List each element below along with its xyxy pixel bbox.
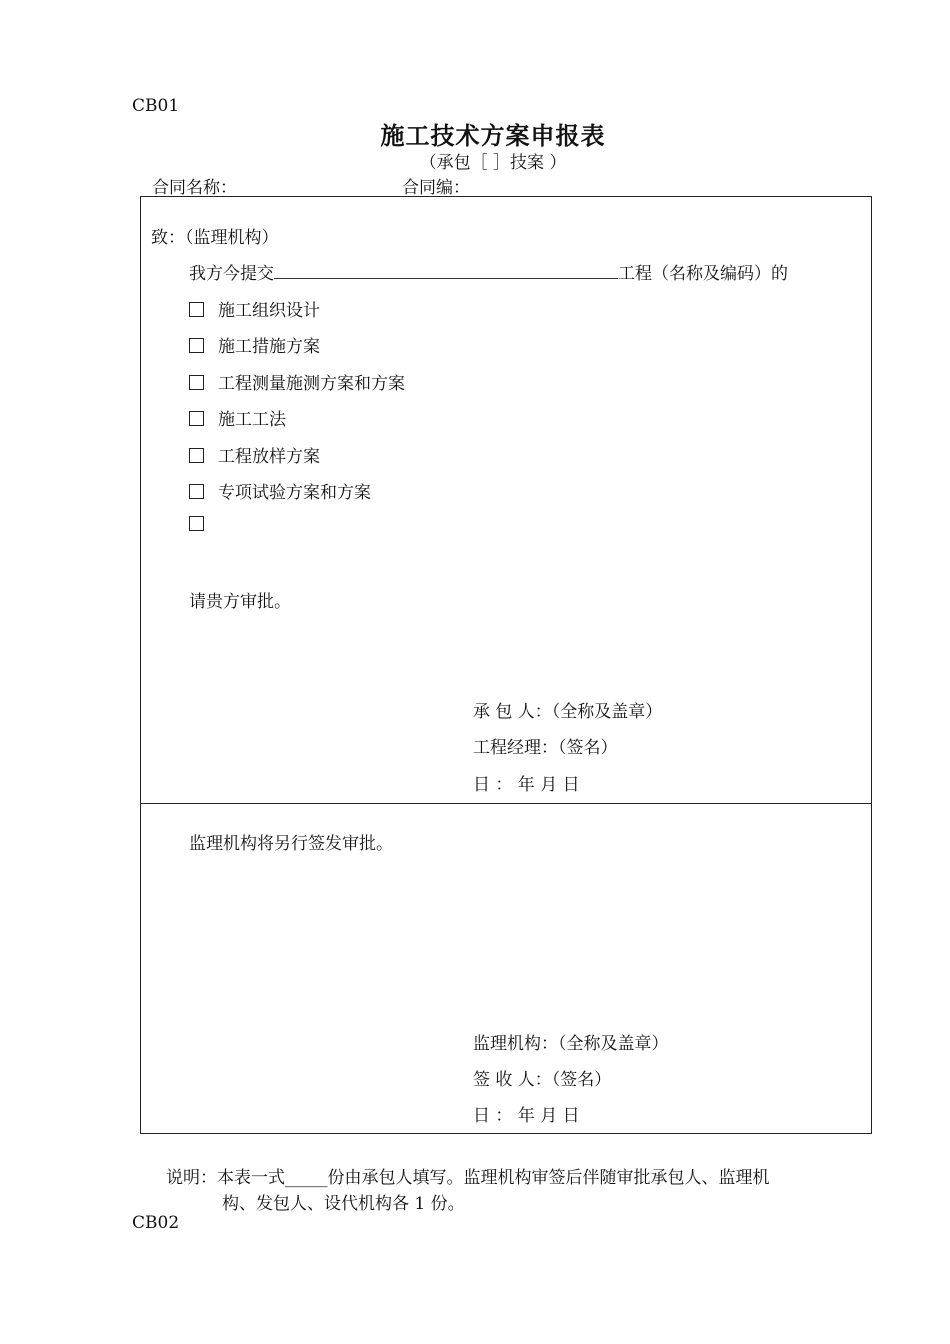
option-label: 专项试验方案和方案 bbox=[218, 483, 371, 503]
option-label: 施工组织设计 bbox=[218, 301, 320, 321]
contract-name-label: 合同名称： bbox=[152, 178, 237, 198]
option-label: 施工工法 bbox=[218, 410, 286, 430]
contractor-signature: 承 包 人：（全称及盖章） bbox=[473, 702, 663, 722]
submission-prefix: 我方今提交 bbox=[189, 264, 274, 284]
addressee-line: 致：（监理机构） bbox=[151, 228, 279, 248]
checkbox[interactable] bbox=[189, 375, 204, 390]
footer-note-line1: 说明：本表一式_____份由承包人填写。监理机构审签后伴随审批承包人、监理机 bbox=[166, 1168, 770, 1188]
option-item bbox=[189, 515, 218, 535]
option-item bbox=[189, 478, 371, 503]
project-name-blank[interactable] bbox=[274, 262, 618, 279]
checkbox[interactable] bbox=[189, 484, 204, 499]
submission-line bbox=[189, 259, 788, 284]
checkbox[interactable] bbox=[189, 448, 204, 463]
checkbox[interactable] bbox=[189, 411, 204, 426]
option-item bbox=[189, 332, 320, 357]
next-form-code: CB02 bbox=[132, 1213, 180, 1233]
contractor-date: 日 ： 年 月 日 bbox=[473, 775, 580, 795]
checkbox[interactable] bbox=[189, 338, 204, 353]
approval-request: 请贵方审批。 bbox=[189, 592, 291, 612]
checkbox[interactable] bbox=[189, 516, 204, 531]
supervisor-signature: 监理机构：（全称及盖章） bbox=[473, 1034, 669, 1054]
option-label: 工程测量施测方案和方案 bbox=[218, 374, 405, 394]
option-label: 工程放样方案 bbox=[218, 447, 320, 467]
checkbox[interactable] bbox=[189, 302, 204, 317]
page-title: 施工技术方案申报表 bbox=[380, 121, 606, 150]
form-number-line: （承包［ ］技案 ） bbox=[419, 153, 567, 173]
receiver-signature: 签 收 人：（签名） bbox=[473, 1070, 612, 1090]
manager-signature: 工程经理：（签名） bbox=[473, 738, 618, 758]
section-divider bbox=[141, 803, 871, 804]
supervisor-date: 日 ： 年 月 日 bbox=[473, 1106, 580, 1126]
option-item bbox=[189, 405, 286, 430]
option-item bbox=[189, 296, 320, 321]
option-item bbox=[189, 442, 320, 467]
submission-suffix: 工程（名称及编码）的 bbox=[618, 264, 788, 284]
contract-number-label: 合同编： bbox=[402, 178, 470, 198]
supervisor-note: 监理机构将另行签发审批。 bbox=[189, 834, 393, 854]
footer-note-line2: 构、发包人、设代机构各 1 份。 bbox=[222, 1194, 465, 1214]
form-box bbox=[140, 196, 872, 1134]
form-code: CB01 bbox=[132, 96, 180, 116]
option-item bbox=[189, 369, 405, 394]
option-label: 施工措施方案 bbox=[218, 337, 320, 357]
